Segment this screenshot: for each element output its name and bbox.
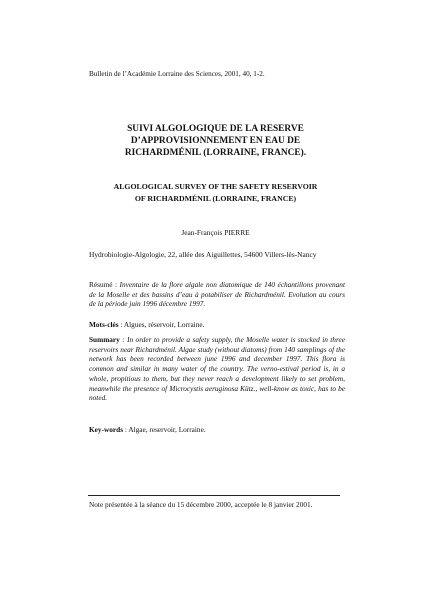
keywords-english-label: Key-words — [89, 425, 124, 434]
keywords-english — [89, 425, 345, 435]
abstract-french — [89, 280, 345, 309]
keywords-english-text: : Algae, reservoir, Lorraine. — [124, 425, 206, 434]
abstract-french-label: Résumé : — [89, 280, 118, 289]
title-english-line: ALGOLOGICAL SURVEY OF THE SAFETY RESERVOIR — [113, 182, 318, 191]
abstract-english — [89, 335, 345, 403]
author-name: Jean-François PIERRE — [181, 228, 250, 237]
keywords-french-label: Mots-clés — [89, 320, 119, 329]
author-affiliation: Hydrobiologie-Algologie, 22, allée des Aiguillettes, 54600 Villers-lès-Nancy — [89, 250, 317, 259]
title-english-line: OF RICHARDMÉNIL (LORRAINE, FRANCE) — [134, 193, 297, 203]
keywords-french-text: : Algues, réservoir, Lorraine. — [120, 320, 205, 329]
abstract-english-label: Summary — [89, 335, 120, 344]
footnote-divider — [88, 495, 340, 496]
footnote: Note présentée à la séance du 15 décembre 2000, acceptée le 8 janvier 2001. — [89, 500, 313, 509]
title-english — [90, 181, 341, 204]
title-french-line: SUIVI ALGOLOGIQUE DE LA RESERVE — [127, 124, 304, 134]
abstract-french-text: Inventaire de la flore algale non diatomique de 140 échantillons provenant de la Moselle et des bassins d’eau à potabiliser de Richardménil. Evolution au cours de la période juin 1996 décembre 1997. — [89, 280, 345, 309]
title-french-line: D’APPROVISIONNEMENT EN EAU DE — [130, 136, 301, 147]
abstract-english-text: : In order to provide a safety supply, the Moselle water is stocked in three reservoirs near Richardménil. Algae study (without diatoms) from 140 samplings of the network has been recorded between june 1996 and december 1997. This flora is common and similar in many water of the country. The verno-estival period is, in a whole, propitious to them, but they never reach a development likely to set problem, meanwhile the presence of Microcystis aeruginosa Kütz., well-know as toxic, has to be noted. — [89, 335, 346, 403]
keywords-french — [89, 320, 345, 330]
title-french — [90, 123, 341, 160]
title-french-line: RICHARDMÉNIL (LORRAINE, FRANCE). — [124, 148, 307, 159]
journal-citation: Bulletin de l’Académie Lorraine des Sciences, 2001, 40, 1-2. — [89, 70, 265, 78]
